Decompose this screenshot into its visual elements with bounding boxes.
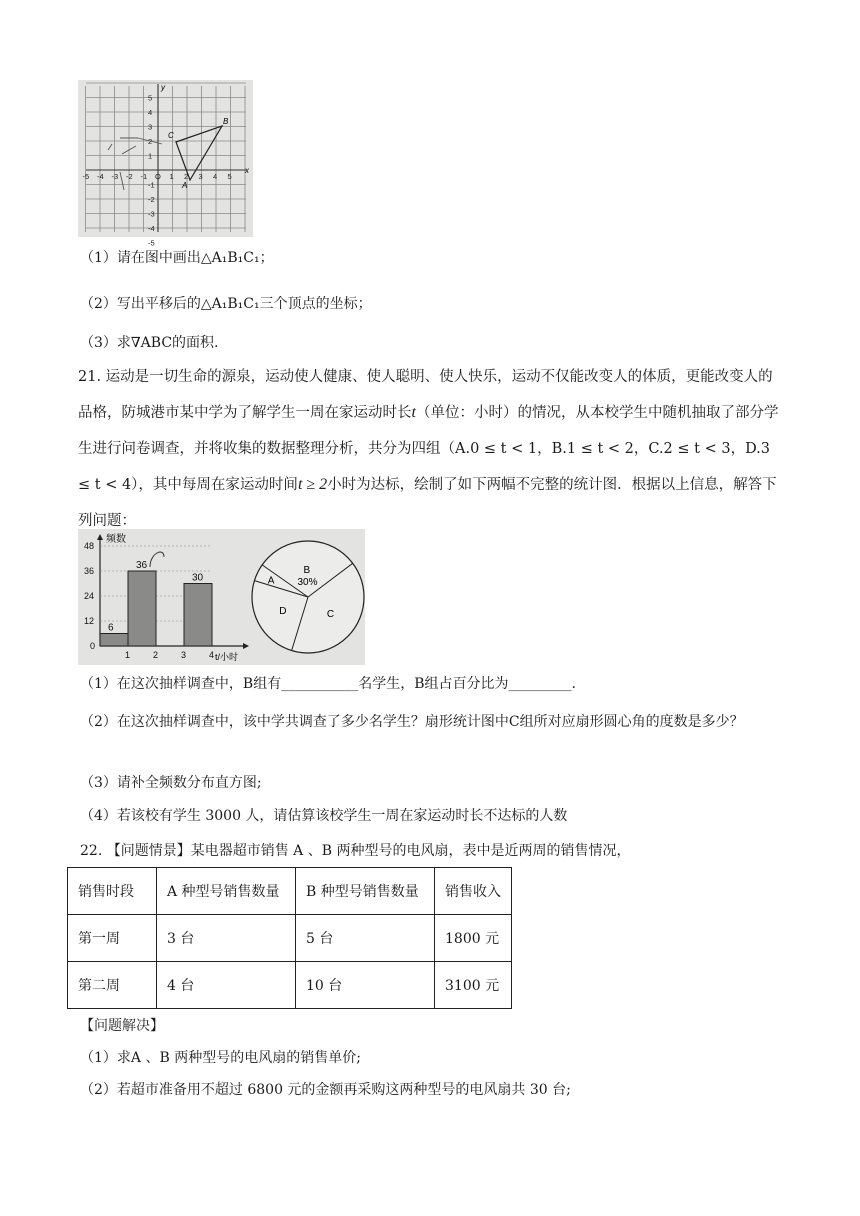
point-label-b: B	[223, 117, 229, 126]
histogram-y-tick: 0	[90, 641, 96, 651]
q22-solve-heading: 【问题解决】	[80, 1018, 164, 1034]
q21-stem-part-b: （单位：小时）的情况，从本校学生中随机抽取了部分学生进行问卷调查，并将收集的数据整理分析，共分为四组（A.0 ≤ t < 1，B.1 ≤ t < 2，C.2 ≤ t < 3，D.3 ≤ t < 4），其中每周在家运动时间	[78, 405, 779, 493]
pie-slice-label: A	[267, 575, 275, 587]
x-tick-label: 5	[227, 172, 232, 181]
sales-table	[67, 867, 512, 1009]
table-cell: 1800 元	[435, 915, 512, 962]
y-tick-label: 1	[148, 151, 153, 161]
q20-part-1: （1）请在图中画出△A₁B₁C₁；	[80, 250, 274, 266]
x-axis-label: x	[245, 166, 249, 175]
q21-part-2: （2）在这次抽样调查中，该中学共调查了多少名学生？扇形统计图中C组所对应扇形圆心角的度数是多少？	[80, 714, 744, 730]
histogram-bar	[184, 584, 212, 647]
pie-slice-label: C	[326, 609, 335, 621]
x-tick-label: -1	[140, 172, 148, 181]
q21-stem-part-a: 21. 运动是一切生命的源泉，运动使人健康、使人聪明、使人快乐，运动不仅能改变人的体质，更能改变人的品格，防城港市某中学为了解学生一周在家运动时长	[78, 369, 773, 421]
histogram	[84, 532, 249, 662]
y-tick-label: 5	[148, 93, 153, 103]
q21-part-1: （1）在这次抽样调查中，B组有___________名学生，B组占百分比为_________.	[80, 676, 576, 692]
histogram-data-label: 36	[136, 560, 148, 571]
q22-part-1: （1）求A 、B 两种型号的电风扇的销售单价;	[80, 1050, 361, 1066]
histogram-data-label: 30	[192, 572, 204, 584]
q22-part-2: （2）若超市准备用不超过 6800 元的金额再采购这两种型号的电风扇共 30 台;	[80, 1082, 571, 1098]
point-label-c: C	[168, 131, 174, 140]
y-tick-label: -4	[148, 224, 155, 233]
x-tick-label: 3	[198, 172, 203, 181]
y-tick-label: -2	[148, 195, 155, 204]
table-row	[68, 962, 512, 1009]
table-cell: 10 台	[296, 962, 435, 1009]
table-header-row	[68, 868, 512, 915]
q21-part-3: （3）请补全频数分布直方图;	[80, 775, 262, 791]
y-tick-label: -3	[148, 209, 155, 219]
q21-condition: t ≥ 2	[297, 476, 328, 493]
coordinate-grid-figure	[78, 80, 253, 248]
point-label-a: A	[182, 181, 188, 190]
x-tick-label: 2	[184, 172, 189, 181]
histogram-x-tick: 3	[181, 650, 187, 660]
table-cell: 3 台	[157, 915, 296, 962]
table-cell: 第二周	[68, 962, 157, 1009]
pie-b-percent: 30%	[297, 577, 318, 589]
x-tick-label: 4	[213, 172, 218, 181]
table-header-cell: A 种型号销售数量	[157, 868, 296, 915]
pie-slice-label: D	[279, 606, 287, 618]
table-cell: 5 台	[296, 915, 435, 962]
histogram-bar	[100, 634, 128, 647]
y-axis-label: y	[161, 83, 165, 92]
y-tick-label: 3	[148, 122, 153, 132]
x-tick-label: -4	[97, 172, 104, 181]
q22-stem: 22. 【问题情景】某电器超市销售 A 、B 两种型号的电风扇，表中是近两周的销售情况，	[80, 843, 631, 859]
q21-part-4: （4）若该校有学生 3000 人，请估算该校学生一周在家运动时长不达标的人数	[80, 808, 568, 824]
pie-chart	[252, 541, 364, 653]
x-tick-label: -5	[82, 172, 90, 181]
table-header-cell: 销售收入	[435, 868, 512, 915]
q21-stem-part-c: 小时为达标，绘制了如下两幅不完整的统计图．根据以上信息，解答下列问题：	[78, 477, 777, 529]
y-tick-label: -1	[148, 180, 155, 190]
histogram-y-tick: 12	[84, 616, 95, 626]
histogram-x-tick: 4	[209, 650, 215, 660]
q21-variable-t: t	[411, 404, 416, 421]
table-cell: 4 台	[157, 962, 296, 1009]
table-header-cell: B 种型号销售数量	[296, 868, 435, 915]
histogram-x-tick: 2	[153, 650, 159, 660]
y-tick-label: 4	[148, 108, 153, 117]
y-tick-label: -5	[148, 238, 155, 248]
table-row	[68, 915, 512, 962]
statistics-figure	[78, 529, 365, 665]
statistics-svg	[78, 529, 365, 665]
y-tick-label: 2	[148, 137, 153, 146]
table-cell: 第一周	[68, 915, 157, 962]
x-tick-label: -3	[111, 172, 119, 181]
coordinate-grid-svg	[78, 80, 253, 248]
q20-part-2: （2）写出平移后的△A₁B₁C₁三个顶点的坐标；	[80, 296, 372, 312]
x-tick-label: O	[155, 172, 161, 181]
histogram-ylabel: 频数	[106, 534, 126, 545]
histogram-xlabel: t/小时	[215, 652, 239, 662]
histogram-x-tick: 1	[125, 650, 131, 660]
x-tick-label: -2	[126, 172, 133, 181]
histogram-bar	[128, 571, 156, 646]
histogram-y-tick: 36	[84, 566, 95, 576]
table-cell: 3100 元	[435, 962, 512, 1009]
histogram-y-tick: 24	[84, 591, 95, 601]
pencil-mark-c-bar	[150, 552, 164, 567]
histogram-data-label: 6	[108, 622, 114, 634]
histogram-y-tick: 48	[84, 541, 95, 551]
pie-slice-label: B	[303, 565, 311, 577]
table-header-cell: 销售时段	[68, 868, 157, 915]
x-tick-label: 1	[169, 172, 174, 181]
q21-stem	[78, 359, 783, 539]
q20-part-3: （3）求∇ABC的面积.	[80, 335, 219, 351]
